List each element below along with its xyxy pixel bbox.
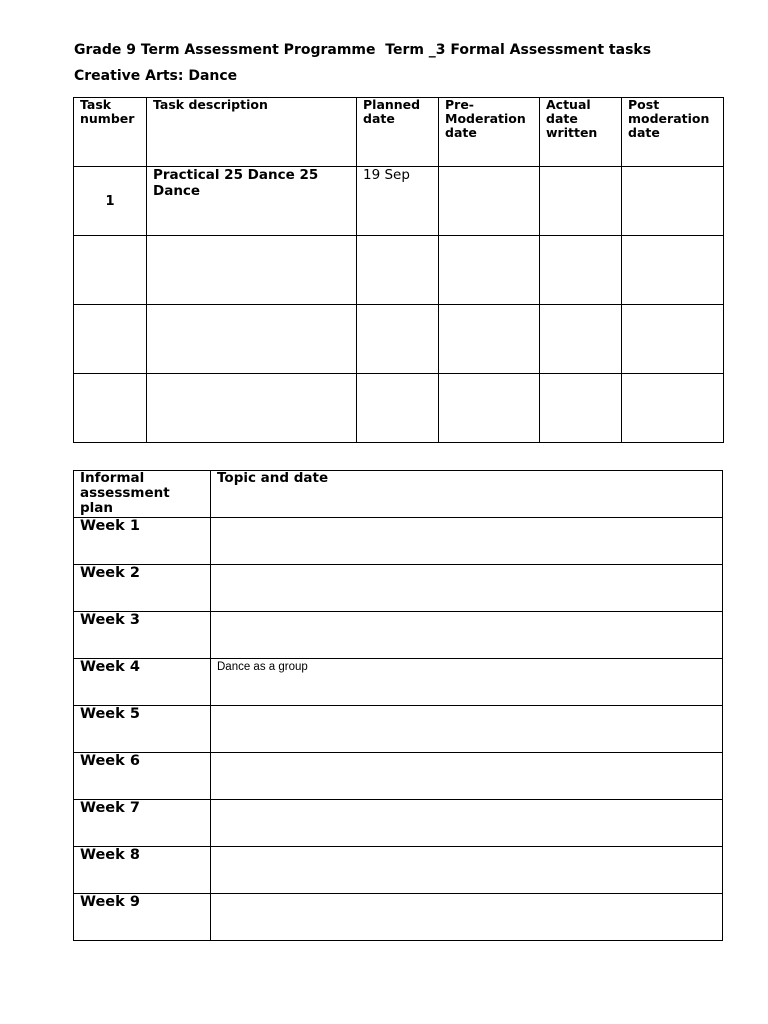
week-topic-cell[interactable] [211,894,723,941]
header-pre-moderation-date: Pre-Moderation date [439,98,540,167]
table-row [74,706,723,753]
pre-moderation-date-cell[interactable] [439,305,540,374]
post-moderation-date-cell[interactable] [622,167,724,236]
informal-assessment-table [73,470,723,941]
week-topic-cell[interactable] [211,847,723,894]
task-number-cell[interactable] [74,236,147,305]
pre-moderation-date-cell[interactable] [439,374,540,443]
week-label: Week 8 [74,847,211,894]
week-topic-cell[interactable] [211,706,723,753]
table-row [74,753,723,800]
formal-table-header-row [74,98,724,167]
week-topic-cell[interactable] [211,518,723,565]
table-row [74,847,723,894]
actual-date-written-cell[interactable] [540,374,622,443]
task-description-cell[interactable] [147,236,357,305]
week-topic-cell[interactable] [211,800,723,847]
table-row [74,374,724,443]
table-row [74,236,724,305]
table-row [74,612,723,659]
pre-moderation-date-cell[interactable] [439,167,540,236]
table-row [74,659,723,706]
header-task-number: Task number [74,98,147,167]
header-task-description: Task description [147,98,357,167]
task-description-cell[interactable]: Practical 25 Dance 25 Dance [147,167,357,236]
header-planned-date: Planned date [357,98,439,167]
table-row [74,565,723,612]
header-actual-date-written: Actual date written [540,98,622,167]
post-moderation-date-cell[interactable] [622,236,724,305]
page-title: Grade 9 Term Assessment Programme Term _3 Formal Assessment tasks [74,42,652,58]
planned-date-cell[interactable]: 19 Sep [357,167,439,236]
pre-moderation-date-cell[interactable] [439,236,540,305]
post-moderation-date-cell[interactable] [622,305,724,374]
task-description-cell[interactable] [147,305,357,374]
week-topic-cell[interactable] [211,753,723,800]
week-label: Week 1 [74,518,211,565]
table-row [74,305,724,374]
table-row [74,894,723,941]
planned-date-cell[interactable] [357,374,439,443]
week-label: Week 4 [74,659,211,706]
actual-date-written-cell[interactable] [540,167,622,236]
table-row [74,800,723,847]
task-number-cell[interactable] [74,374,147,443]
subject-heading: Creative Arts: Dance [74,68,238,84]
week-label: Week 6 [74,753,211,800]
actual-date-written-cell[interactable] [540,305,622,374]
post-moderation-date-cell[interactable] [622,374,724,443]
table-row [74,518,723,565]
week-label: Week 2 [74,565,211,612]
task-number-cell[interactable]: 1 [74,167,147,236]
header-topic-and-date: Topic and date [211,471,723,518]
task-description-cell[interactable] [147,374,357,443]
week-label: Week 9 [74,894,211,941]
planned-date-cell[interactable] [357,236,439,305]
week-label: Week 5 [74,706,211,753]
week-topic-cell[interactable] [211,612,723,659]
actual-date-written-cell[interactable] [540,236,622,305]
planned-date-cell[interactable] [357,305,439,374]
week-topic-cell[interactable] [211,565,723,612]
table-row [74,167,724,236]
header-post-moderation-date: Post moderation date [622,98,724,167]
task-number-cell[interactable] [74,305,147,374]
formal-assessment-table [73,97,724,443]
informal-table-header-row [74,471,723,518]
header-informal-assessment-plan: Informal assessment plan [74,471,211,518]
week-topic-cell[interactable]: Dance as a group [211,659,723,706]
week-label: Week 7 [74,800,211,847]
week-label: Week 3 [74,612,211,659]
